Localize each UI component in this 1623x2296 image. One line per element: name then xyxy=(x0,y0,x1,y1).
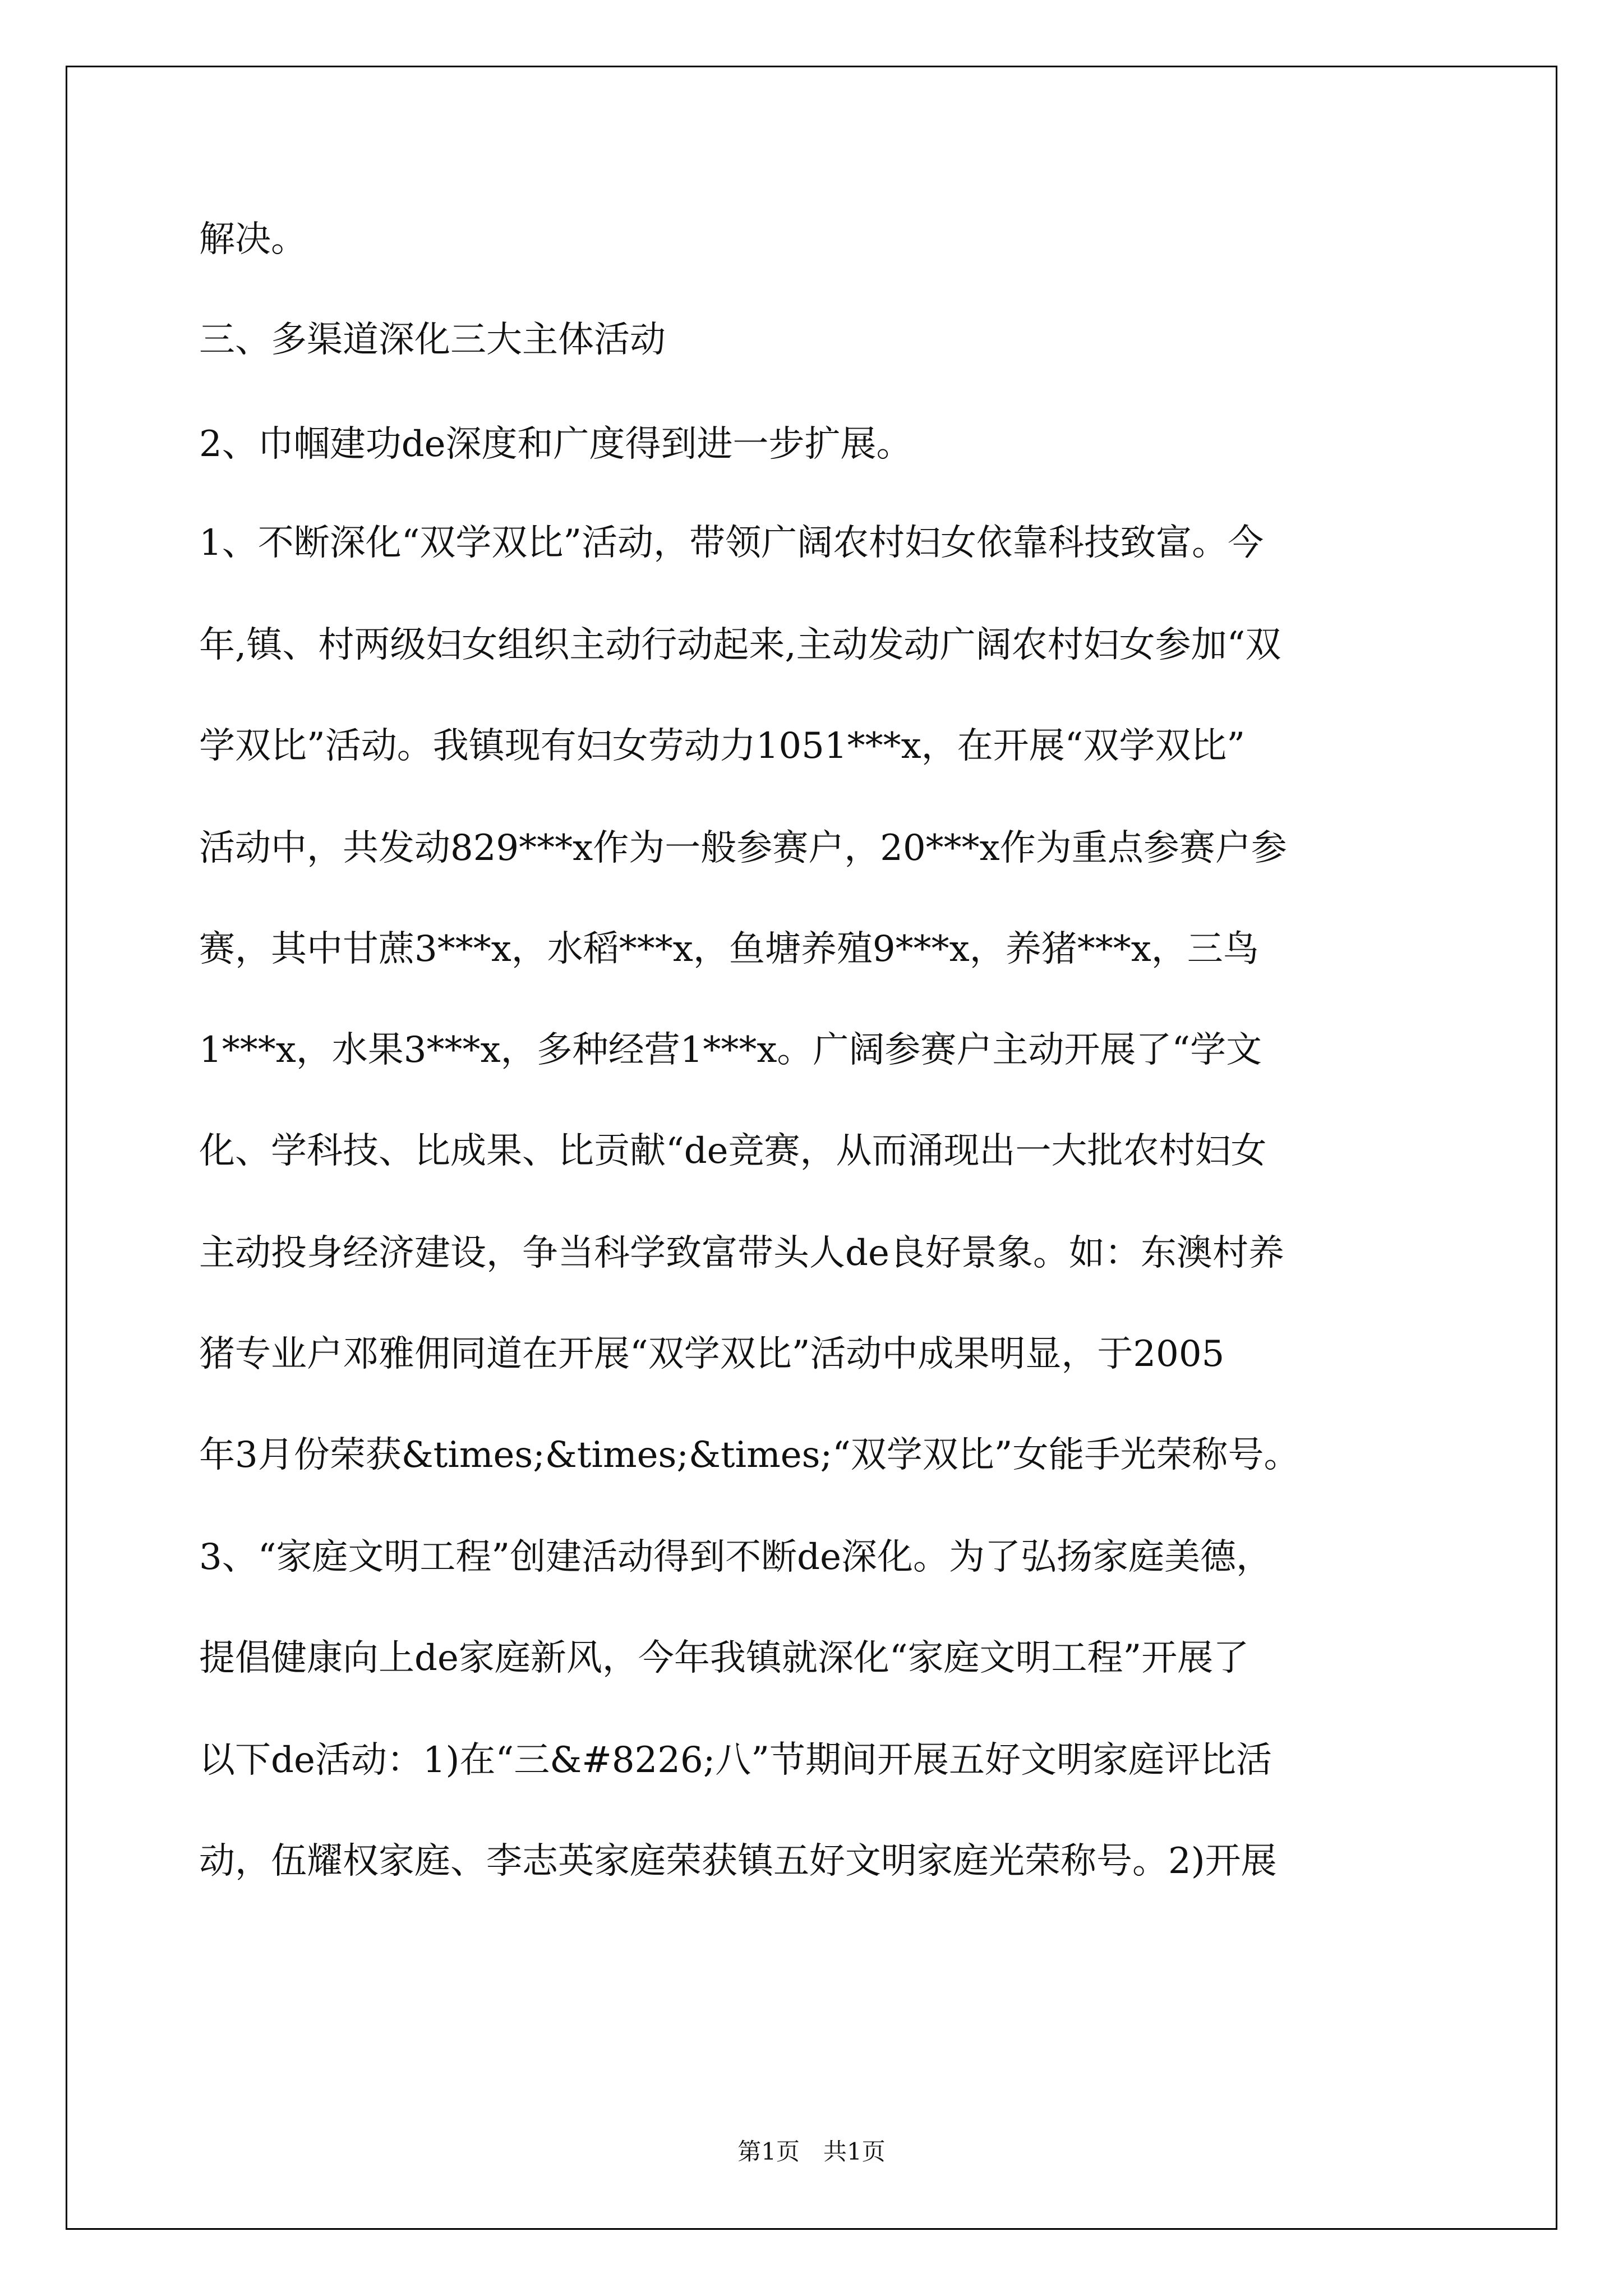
body-line-3: 2、巾帼建功de深度和广度得到进一步扩展。 xyxy=(199,424,912,465)
body-line-11: 主动投身经济建设，争当科学致富带头人de良好景象。如：东澳村养 xyxy=(199,1232,1284,1274)
body-line-13: 年3月份荣获&times;&times;&times;“双学双比”女能手光荣称号。 xyxy=(199,1434,1300,1476)
body-line-6: 学双比”活动。我镇现有妇女劳动力1051***x，在开展“双学双比” xyxy=(199,725,1246,767)
body-line-10: 化、学科技、比成果、比贡献“de竞赛，从而涌现出一大批农村妇女 xyxy=(199,1130,1267,1172)
page-number-footer: 第1页 共1页 xyxy=(737,2138,886,2165)
body-line-14: 3、“家庭文明工程”创建活动得到不断de深化。为了弘扬家庭美德， xyxy=(199,1536,1272,1578)
body-line-4: 1、不断深化“双学双比”活动，带领广阔农村妇女依靠科技致富。今 xyxy=(199,522,1264,564)
body-line-16: 以下de活动：1)在“三&#8226;八”节期间开展五好文明家庭评比活 xyxy=(199,1740,1272,1781)
body-line-5: 年,镇、村两级妇女组织主动行动起来,主动发动广阔农村妇女参加“双 xyxy=(199,624,1281,666)
section-heading: 三、多渠道深化三大主体活动 xyxy=(199,319,666,361)
body-line-7: 活动中，共发动829***x作为一般参赛户，20***x作为重点参赛户参 xyxy=(199,827,1287,869)
body-line-1: 解决。 xyxy=(199,219,307,260)
body-line-15: 提倡健康向上de家庭新风，今年我镇就深化“家庭文明工程”开展了 xyxy=(199,1637,1249,1679)
body-line-17: 动，伍耀权家庭、李志英家庭荣获镇五好文明家庭光荣称号。2)开展 xyxy=(199,1841,1277,1882)
body-line-12: 猪专业户邓雅佣同道在开展“双学双比”活动中成果明显，于2005 xyxy=(199,1333,1225,1375)
body-line-9: 1***x，水果3***x，多种经营1***x。广阔参赛户主动开展了“学文 xyxy=(199,1029,1262,1071)
body-line-8: 赛，其中甘蔗3***x，水稻***x，鱼塘养殖9***x，养猪***x，三鸟 xyxy=(199,928,1259,970)
